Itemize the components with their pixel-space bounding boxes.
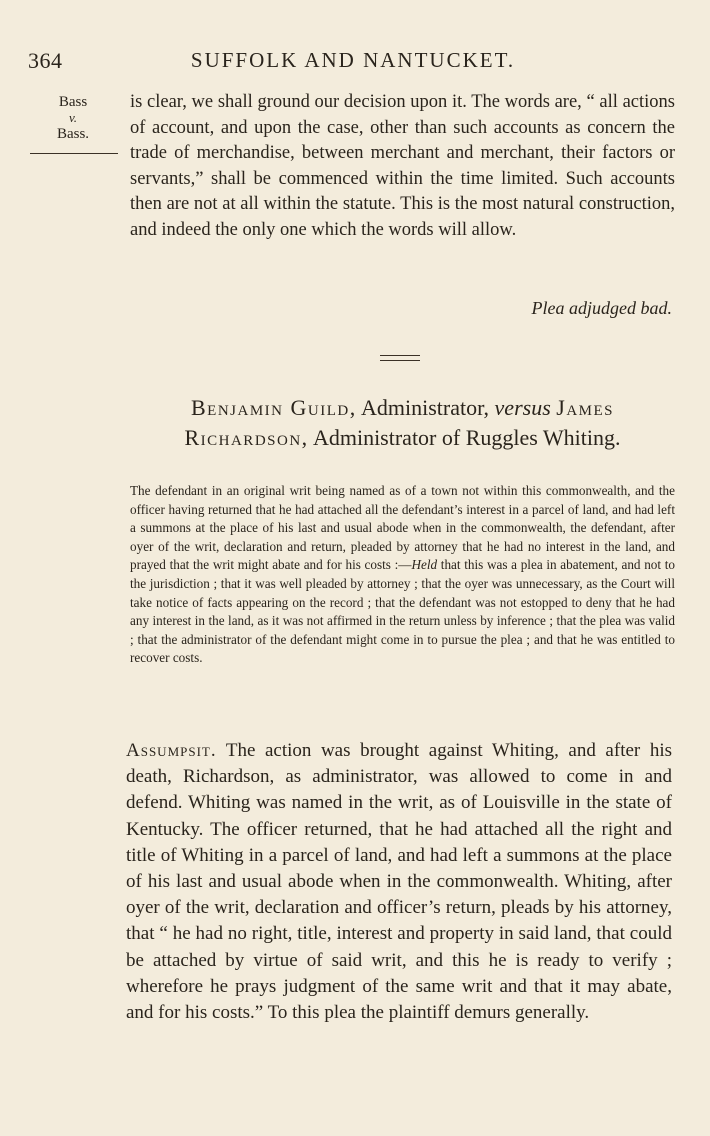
margin-note-versus: v. xyxy=(68,110,78,125)
page-header xyxy=(28,48,678,78)
defendant-role: Administrator of Ruggles Whiting. xyxy=(312,425,621,450)
margin-rule xyxy=(30,153,118,154)
headnote-text-2: that this was a plea in abatement, and not to the jurisdiction ; that it was well pleaded by attorney ; that the oyer was unnecessary, as the Court will take notice of facts appearing on the record ; that the defendant was not estopped to deny that he had any interest in the land, as it was not affirmed in the return unless by inference ; that the plea was valid ; that the administrator of the defendant might come in to pursue the plea ; and that he was entitled to recover costs. xyxy=(130,557,675,666)
defendant-first-name: James xyxy=(556,395,615,420)
disposition: Plea adjudged bad. xyxy=(531,298,672,318)
plaintiff-name: Benjamin Guild, xyxy=(190,395,357,420)
margin-note-party2: Bass. xyxy=(56,126,90,142)
statement-text: The action was brought against Whiting, and after his death, Richardson, as administrator, was allowed to come in and defend. Whiting was named in the writ, as of Louisville in the state of Kentucky. The officer returned, that he had attached all the right and title of Whiting in a parcel of land, and had left a summons at the place of his last and usual abode when in the commonwealth. Whiting, after oyer of the writ, declaration and officer’s return, pleads by his attorney, that “ he had no right, title, interest and property in said land, that could be attached by virtue of said writ, and this he is ready to verify ; wherefore he prays judgment of the same writ and that it may abate, and for his costs.” To this plea the plaintiff demurs generally. xyxy=(126,740,672,1024)
case-statement xyxy=(126,738,672,1026)
defendant-last-name: Richardson, xyxy=(184,425,309,450)
versus-label: versus xyxy=(494,395,551,420)
headnote xyxy=(130,482,675,668)
headnote-text-1: The defendant in an original writ being named as of a town not within this commonwealth, and the officer having returned that he had attached all the defendant’s interest in a parcel of land, and had left a summons at the place of his last and usual abode when in the commonwealth, the defendant, after oyer of the writ, declaration and return, pleaded by attorney that he had no interest in the land, and prayed that the writ might abate and for his costs :— xyxy=(130,483,675,573)
headnote-held: Held xyxy=(411,557,438,573)
statement-lead: Assumpsit. xyxy=(126,740,217,761)
margin-note-party1: Bass xyxy=(58,94,88,110)
running-head: SUFFOLK AND NANTUCKET. xyxy=(190,48,516,72)
section-separator xyxy=(380,355,420,361)
page-number: 364 xyxy=(28,48,63,73)
plaintiff-role: Administrator, xyxy=(361,395,490,420)
margin-note xyxy=(28,94,118,142)
case-title xyxy=(130,393,675,453)
opinion-conclusion: is clear, we shall ground our decision upon it. The words are, “ all actions of account, and upon the case, other than such accounts as concern the trade of merchandise, between merchant and merchant, their factors or servants,” shall be commenced within the time limited. Such accounts then are not at all within the statute. This is the most natural construction, and indeed the only one which the words will allow. xyxy=(130,92,675,240)
